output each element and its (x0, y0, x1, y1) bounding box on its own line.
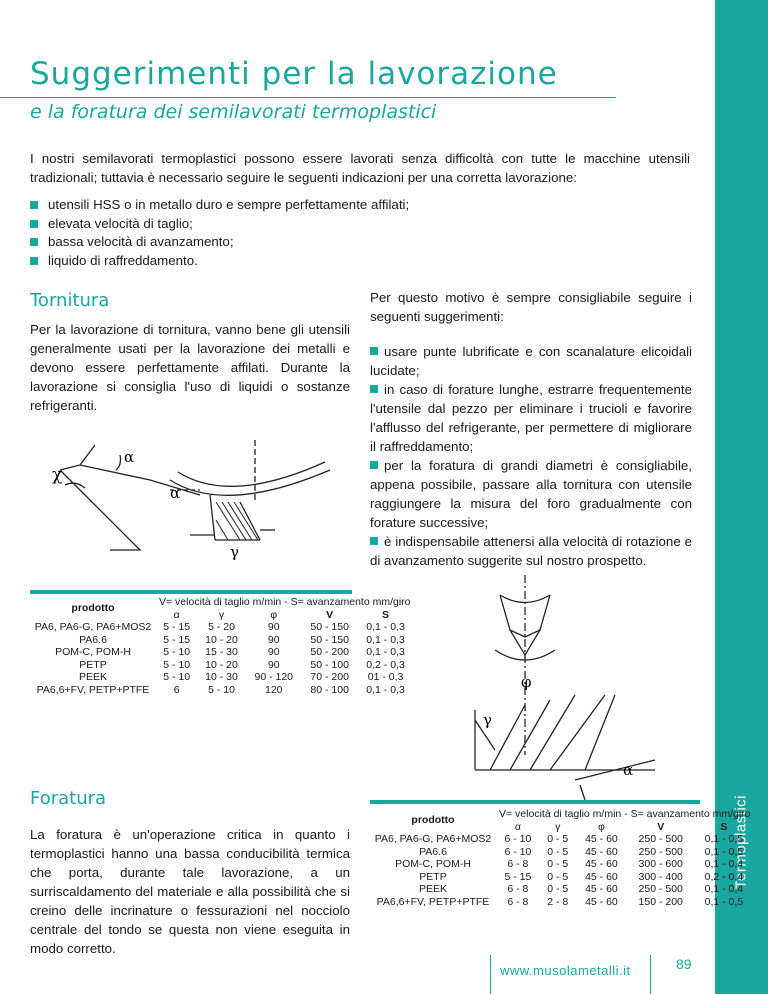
alpha-label: α (124, 448, 135, 466)
table-row: PEEK 6 - 8 0 - 5 45 - 60 250 - 500 0,1 - 0,4 (418, 883, 744, 895)
list-item: in caso di forature lunghe, estrarre frequentemente l'utensile dal pezzo per eliminare i trucioli e favorire l'afflusso del refrigerante, per permettere di migliorare il raffreddamento; (370, 382, 692, 454)
drill-diagram (455, 575, 685, 805)
table-row: PA6,6+FV, PETP+PTFE 6 - 8 2 - 8 45 - 60 150 - 200 0,1 - 0,5 (376, 895, 744, 908)
footer-rule-right (650, 955, 651, 994)
chi-label: χ (52, 465, 63, 485)
footer-rule-left (490, 955, 491, 994)
col-header: γ (218, 608, 225, 621)
table1-top-bar (30, 590, 352, 594)
col-header: φ (598, 820, 605, 833)
square-bullet-icon (370, 347, 378, 355)
table-row: PA6.6 5 - 15 10 - 20 90 50 - 150 0,1 - 0,3 (79, 633, 405, 646)
col-header: S (720, 820, 728, 833)
list-item: utensili HSS o in metallo duro e sempre perfettamente affilati; (30, 196, 409, 215)
requirements-list (30, 196, 409, 270)
gamma-label: γ (483, 711, 492, 729)
list-item: è indispensabile attenersi alla velocità di rotazione e di avanzamento suggerite sul nostro prospetto. (370, 534, 692, 568)
turning-parameters-table (30, 596, 414, 696)
tornitura-title: Tornitura (30, 290, 110, 311)
col-header: S (382, 608, 390, 621)
table-caption: V= velocità di taglio m/min - S= avanzamento mm/giro (159, 596, 411, 608)
tornitura-text: Per la lavorazione di tornitura, vanno bene gli utensili generalmente usati per la lavorazione dei metalli e devono essere perfettamente affilati. Durante la lavorazione si consiglia l'uso di liquidi o sostanze refrigeranti. (30, 322, 350, 413)
table-row: PEEK 5 - 10 10 - 30 90 - 120 70 - 200 01 - 0,3 (78, 671, 404, 683)
square-bullet-icon (370, 461, 378, 469)
alpha-label-2: α (170, 484, 181, 502)
website-link[interactable]: www.musolametalli.it (500, 963, 631, 978)
foratura-text: La foratura è un'operazione critica in quanto i termoplastici hanno una bassa conducibilità termica che porta, durante tale lavorazione, a un surriscaldamento del materiale e alla possibilità che si creino delle incrinature o fessurazioni nel nocciolo centrale del tondo se questa non viene eseguita in modo corretto. (30, 827, 350, 956)
list-item: usare punte lubrificate e con scanalature elicoidali lucidate; (370, 344, 692, 378)
table-row: PETP 5 - 10 10 - 20 90 50 - 100 0,2 - 0,3 (79, 658, 405, 671)
suggestions-list (370, 342, 692, 570)
table2-top-bar (370, 800, 700, 804)
table-row: PA6, PA6-G, PA6+MOS2 6 - 10 0 - 5 45 - 60 250 - 500 0,1 - 0,5 (374, 833, 744, 845)
square-bullet-icon (370, 385, 378, 393)
list-item: per la foratura di grandi diametri è consigliabile, appena possibile, passare alla tornitura con utensile raggiungere la misura del foro gradualmente con forature successive; (370, 458, 692, 530)
square-bullet-icon (30, 238, 38, 246)
alpha-label: α (623, 761, 634, 779)
phi-label: φ (521, 673, 532, 691)
page-number: 89 (676, 956, 692, 972)
gamma-label: γ (230, 543, 239, 560)
square-bullet-icon (30, 201, 38, 209)
table-row: POM-C, POM-H 6 - 8 0 - 5 45 - 60 300 - 600 0,1 - 0,4 (395, 858, 744, 870)
col-header: γ (555, 820, 561, 833)
table-header-product: prodotto (71, 602, 115, 615)
square-bullet-icon (30, 220, 38, 228)
page-title: Suggerimenti per la lavorazione (30, 56, 558, 92)
list-item: elevata velocità di taglio; (30, 215, 409, 234)
title-rule (0, 97, 616, 98)
table-header-product: prodotto (411, 814, 455, 827)
side-section-label: Termoplastici (732, 794, 750, 890)
square-bullet-icon (370, 537, 378, 545)
table-row: PETP 5 - 15 0 - 5 45 - 60 300 - 400 0,2 - 0,4 (419, 870, 744, 883)
col-header: α (173, 608, 180, 621)
list-item: bassa velocità di avanzamento; (30, 233, 409, 252)
col-header: φ (270, 608, 278, 621)
page-subtitle: e la foratura dei semilavorati termoplastici (30, 101, 437, 123)
suggestions-intro: Per questo motivo è sempre consigliabile seguire i seguenti suggerimenti: (370, 290, 692, 324)
table-row: POM-C, POM-H 5 - 10 15 - 30 90 50 - 200 0,1 - 0,3 (55, 646, 405, 658)
col-header: α (514, 820, 521, 833)
table-row: PA6,6+FV, PETP+PTFE 6 5 - 10 120 80 - 100 0,1 - 0,3 (36, 683, 405, 696)
table-row: PA6.6 6 - 10 0 - 5 45 - 60 250 - 500 0,1 - 0,5 (419, 845, 744, 858)
turning-tool-diagram (50, 440, 335, 560)
square-bullet-icon (30, 257, 38, 265)
intro-paragraph: I nostri semilavorati termoplastici possono essere lavorati senza difficoltà con tutte le macchine utensili tradizionali; tuttavia è necessario seguire le seguenti indicazioni per una corretta lavorazione: (30, 151, 690, 185)
foratura-title: Foratura (30, 788, 107, 809)
list-item: liquido di raffreddamento. (30, 252, 409, 271)
table-row: PA6, PA6-G, PA6+MOS2 5 - 15 5 - 20 90 50 - 150 0,1 - 0,3 (34, 621, 405, 633)
table-caption: V= velocità di taglio m/min - S= avanzamento mm/giro (499, 808, 751, 820)
col-header: V (657, 820, 665, 833)
col-header: V (326, 608, 334, 621)
drilling-parameters-table (370, 808, 754, 908)
